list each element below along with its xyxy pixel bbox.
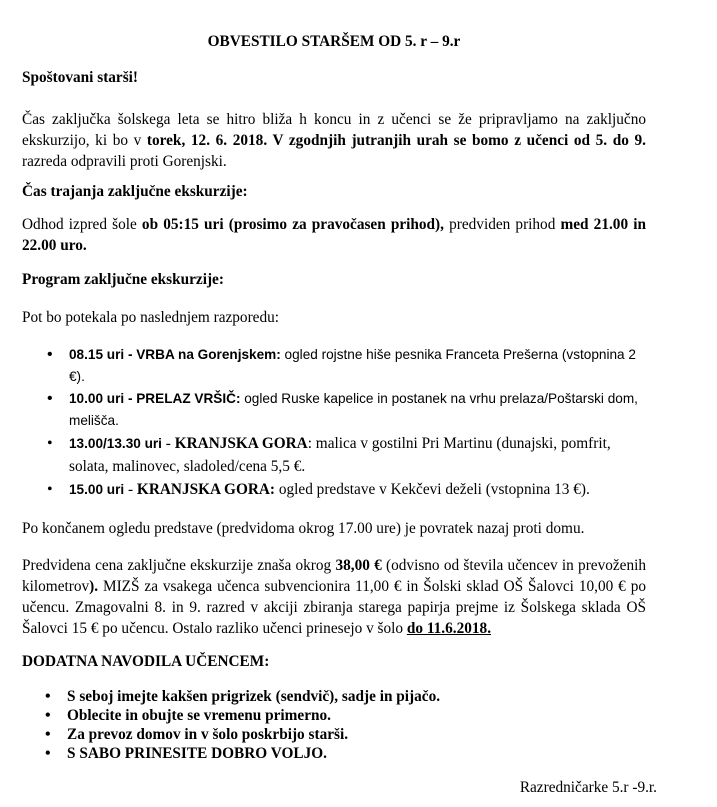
intro-text-3: razreda odpravili proti Gorenjski. (22, 153, 227, 170)
greeting: Spoštovani starši! (22, 69, 139, 86)
bullet-icon: • (47, 390, 53, 407)
program-item-time: 10.00 uri - PRELAZ VRŠIČ: (69, 391, 241, 406)
duration-text-3: predviden prihod (443, 216, 561, 233)
instruction-item (22, 687, 646, 706)
cost-text-3: (odvisno od števila učencev in prevoženih kilometrov (22, 557, 647, 595)
intro-text-1: Čas zaključka šolskega leta se hitro bliža h koncu in z učenci se že pripravljamo na zaključno ekskurzijo, ki bo v (22, 111, 646, 149)
bullet-icon: • (45, 745, 51, 762)
departure-time: ob 05:15 uri (prosimo za pravočasen prihod), (141, 216, 444, 233)
instruction-item (22, 725, 646, 744)
intro-paragraph (22, 109, 646, 172)
duration-heading: Čas trajanja zaključne ekskurzije: (22, 183, 248, 200)
arrival-time: med 21.00 in 22.00 uro. (22, 216, 646, 254)
program-item-time: 15.00 uri (69, 482, 125, 497)
program-item-place: KRANJSKA GORA: (136, 481, 276, 498)
cost-text-5: MIZŠ za vsakega učenca subvencionira 11,00 € in Šolski sklad OŠ Šalovci 10,00 € po učencu. Zmagovalni 8. in 9. razred v akciji zbiranja starega papirja prejme iz Šolskega sklada OŠ Šalovci 15 € po učencu. Ostalo razliko učenci prinesejo v šolo (22, 578, 646, 637)
program-list-continued (22, 432, 646, 501)
duration-text-1: Odhod izpred šole (22, 216, 142, 233)
program-lead: Pot bo potekala po naslednjem razporedu: (22, 309, 279, 326)
instructions-list (22, 687, 646, 763)
payment-deadline: do 11.6.2018. (406, 620, 492, 637)
bullet-icon: • (45, 688, 51, 705)
cost-amount: 38,00 € (335, 557, 382, 574)
cost-text-1: Predvidena cena zaključne ekskurzije znaša okrog (22, 557, 336, 574)
instruction-item (22, 744, 646, 763)
instruction-item (22, 706, 646, 725)
instruction-text: S seboj imejte kakšen prigrizek (sendvič), sadje in pijačo. (67, 688, 441, 705)
program-item (22, 478, 646, 501)
program-item-dash: - (124, 481, 137, 498)
signature: Razredničarke 5.r -9.r. (519, 779, 657, 796)
page-title: OBVESTILO STARŠEM OD 5. r – 9.r (207, 33, 461, 50)
program-item-text: ogled Ruske kapelice in postanek na vrhu prelaza/Poštarski dom, melišča. (69, 391, 638, 428)
cost-text-4: ). (89, 578, 99, 595)
program-item-text: ogled predstave v Kekčevi deželi (vstopnina 13 €). (275, 481, 590, 498)
program-list (22, 344, 646, 432)
intro-date: torek, 12. 6. 2018. V zgodnjih jutranjih urah se bomo z učenci od 5. do 9. (146, 132, 646, 149)
instruction-text: Za prevoz domov in v šolo poskrbijo starši. (67, 726, 349, 743)
bullet-icon: • (47, 435, 53, 452)
instruction-text: Oblecite in obujte se vremenu primerno. (67, 707, 331, 724)
program-item-text: ogled rojstne hiše pesnika Franceta Prešerna (vstopnina 2 €). (69, 347, 636, 384)
bullet-icon: • (45, 726, 51, 743)
duration-paragraph (22, 214, 646, 256)
program-item-time: 08.15 uri - VRBA na Gorenjskem: (69, 347, 281, 362)
program-heading: Program zaključne ekskurzije: (22, 271, 224, 288)
program-item (22, 388, 646, 432)
bullet-icon: • (45, 707, 51, 724)
program-item-place: KRANJSKA GORA (174, 435, 308, 452)
program-item (22, 432, 646, 478)
instruction-text: S SABO PRINESITE DOBRO VOLJO. (67, 745, 327, 762)
instructions-heading: DODATNA NAVODILA UČENCEM: (22, 653, 270, 670)
bullet-icon: • (47, 481, 53, 498)
cost-paragraph (22, 555, 646, 639)
program-item-dash: - (161, 435, 175, 452)
program-item (22, 344, 646, 388)
return-paragraph: Po končanem ogledu predstave (predvidoma okrog 17.00 ure) je povratek nazaj proti domu. (22, 520, 585, 537)
bullet-icon: • (47, 346, 53, 363)
program-item-time: 13.00/13.30 uri (69, 436, 162, 451)
program-item-text: : malica v gostilni Pri Martinu (dunajski, pomfrit, solata, malinovec, sladoled/cena 5,5 €. (69, 435, 611, 475)
